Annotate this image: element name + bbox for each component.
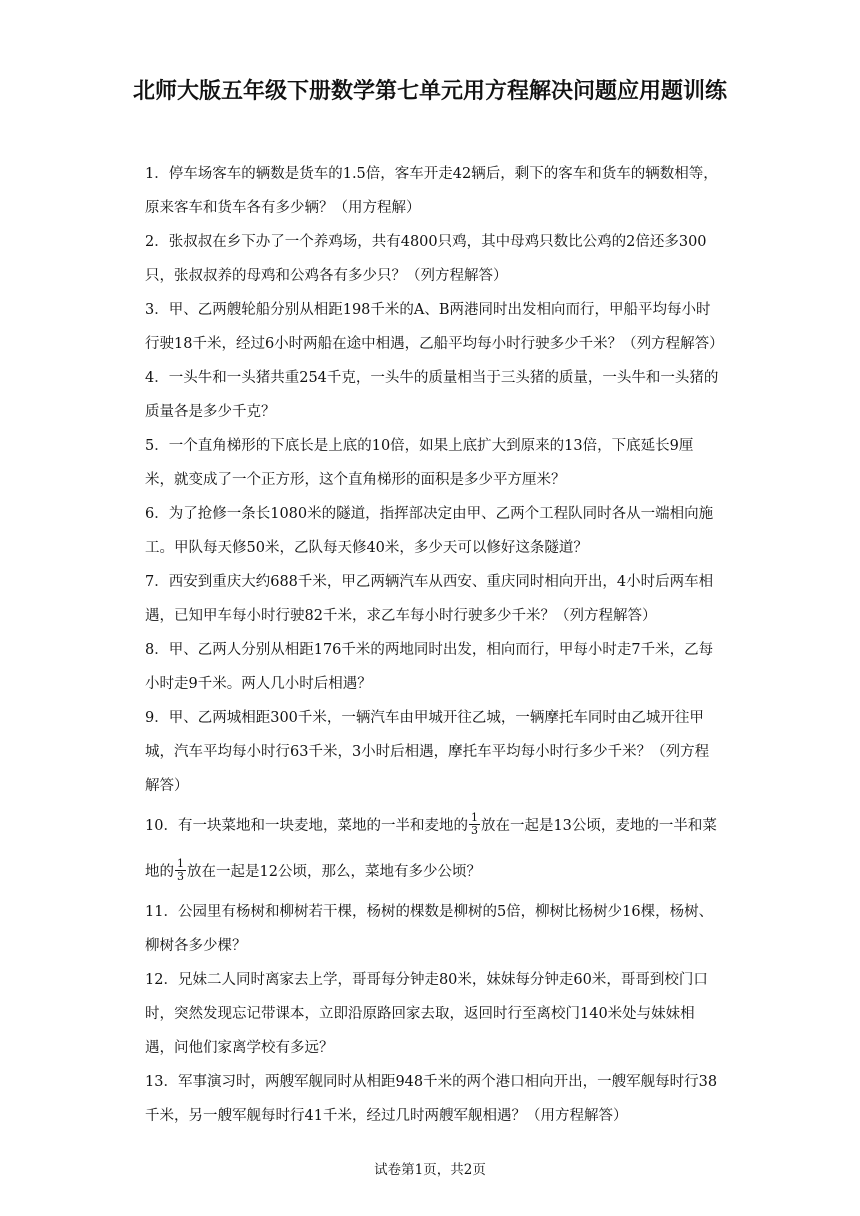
question-10-part-a: 10．有一块菜地和一块麦地，菜地的一半和麦地的 <box>145 818 468 834</box>
question-10 <box>145 803 720 895</box>
question-1: 1．停车场客车的辆数是货车的1.5倍，客车开走42辆后，剩下的客车和货车的辆数相等，原来客车和货车各有多少辆？（用方程解） <box>145 166 718 216</box>
question-list <box>145 157 724 1133</box>
fraction-one-third <box>469 812 480 837</box>
question-10-part-b: 放在一起是13公顷，麦地的一半和菜地的 <box>145 818 717 880</box>
question-12: 12．兄妹二人同时离家去上学，哥哥每分钟走80米，妹妹每分钟走60米，哥哥到校门口时，突然发现忘记带课本，立即沿原路回家去取，返回时行至离校门140米处与妹妹相遇，问他们家离学校有多远？ <box>145 972 708 1056</box>
question-7: 7．西安到重庆大约688千米，甲乙两辆汽车从西安、重庆同时相向开出，4小时后两车相遇，已知甲车每小时行驶82千米，求乙车每小时行驶多少千米？（列方程解答） <box>145 574 714 624</box>
question-9: 9．甲、乙两城相距300千米，一辆汽车由甲城开往乙城，一辆摩托车同时由乙城开往甲城，汽车平均每小时行63千米，3小时后相遇，摩托车平均每小时行多少千米？（列方程解答） <box>145 710 710 794</box>
question-8: 8．甲、乙两人分别从相距176千米的两地同时出发，相向而行，甲每小时走7千米，乙每小时走9千米。两人几小时后相遇？ <box>145 642 714 692</box>
question-3: 3．甲、乙两艘轮船分别从相距198千米的A、B两港同时出发相向而行，甲船平均每小时行驶18千米，经过6小时两船在途中相遇，乙船平均每小时行驶多少千米？（列方程解答） <box>145 302 724 352</box>
fraction-denominator: 3 <box>470 823 478 837</box>
question-11: 11．公园里有杨树和柳树若干棵，杨树的棵数是柳树的5倍，柳树比杨树少16棵，杨树、柳树各多少棵？ <box>145 904 714 954</box>
fraction-numerator: 1 <box>177 856 184 870</box>
question-10-part-c: 放在一起是12公顷，那么，菜地有多少公顷？ <box>187 864 481 880</box>
question-6: 6．为了抢修一条长1080米的隧道，指挥部决定由甲、乙两个工程队同时各从一端相向施工。甲队每天修50米，乙队每天修40米，多少天可以修好这条隧道？ <box>145 506 714 556</box>
question-5: 5．一个直角梯形的下底长是上底的10倍，如果上底扩大到原来的13倍，下底延长9厘米，就变成了一个正方形，这个直角梯形的面积是多少平方厘米？ <box>145 438 694 488</box>
fraction-one-third <box>175 858 186 883</box>
fraction-denominator: 3 <box>177 869 184 883</box>
page-footer: 试卷第1页，共2页 <box>374 1162 486 1178</box>
question-2: 2．张叔叔在乡下办了一个养鸡场，共有4800只鸡，其中母鸡只数比公鸡的2倍还多300只，张叔叔养的母鸡和公鸡各有多少只？（列方程解答） <box>145 234 707 284</box>
question-13: 13．军事演习时，两艘军舰同时从相距948千米的两个港口相向开出，一艘军舰每时行38千米，另一艘军舰每时行41千米，经过几时两艘军舰相遇？（用方程解答） <box>145 1074 718 1124</box>
fraction-numerator: 1 <box>470 810 478 824</box>
page-title: 北师大版五年级下册数学第七单元用方程解决问题应用题训练 <box>132 79 727 104</box>
question-4: 4．一头牛和一头猪共重254千克，一头牛的质量相当于三头猪的质量，一头牛和一头猪的质量各是多少千克？ <box>145 370 719 420</box>
